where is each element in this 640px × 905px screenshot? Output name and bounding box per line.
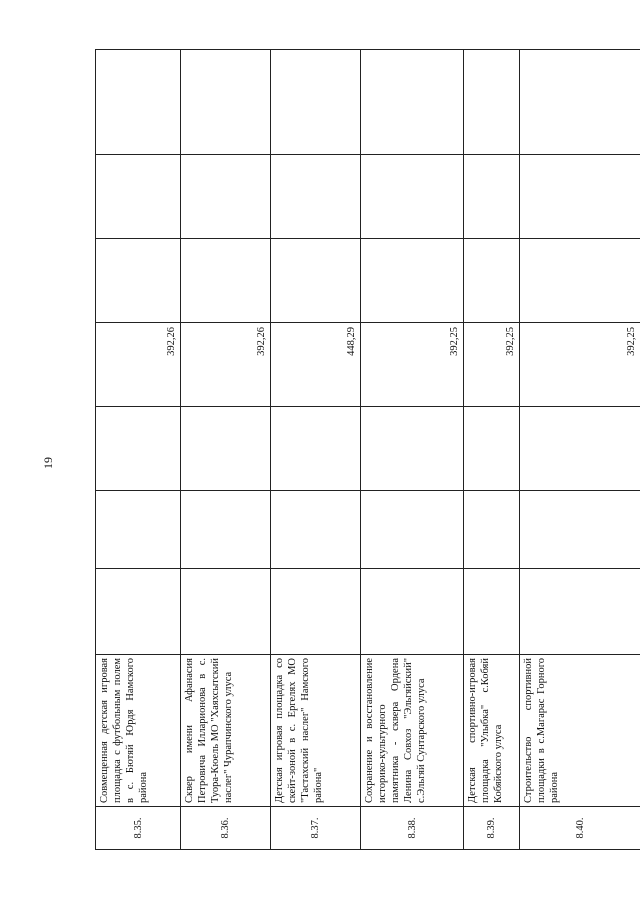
empty-cell — [181, 155, 271, 239]
empty-cell — [464, 239, 520, 323]
empty-cell — [520, 569, 640, 655]
row-object-name: Строительство спортивной площадки в с.Магарас Горного района — [520, 655, 640, 807]
empty-cell — [361, 155, 464, 239]
empty-cell — [520, 491, 640, 569]
row-object-name: Совмещенная детская игровая площадка с футбольным полем в с. Бютяй Юрдя Намского района — [96, 655, 181, 807]
row-number: 8.40. — [520, 807, 640, 850]
row-object-name: Детская спортивно-игровая площадка "Улыбка" с.Кобяй Кобяйского улуса — [464, 655, 520, 807]
row-number: 8.38. — [361, 807, 464, 850]
empty-cell — [464, 569, 520, 655]
empty-cell — [361, 569, 464, 655]
empty-cell — [271, 155, 361, 239]
empty-cell — [271, 569, 361, 655]
row-amount: 392,26 — [96, 323, 181, 407]
empty-cell — [181, 569, 271, 655]
empty-cell — [361, 491, 464, 569]
table-row — [181, 50, 271, 850]
row-amount: 392,25 — [520, 323, 640, 407]
empty-cell — [96, 491, 181, 569]
empty-cell — [520, 50, 640, 155]
empty-cell — [464, 407, 520, 491]
empty-cell — [520, 239, 640, 323]
empty-cell — [181, 407, 271, 491]
empty-cell — [520, 155, 640, 239]
empty-cell — [361, 239, 464, 323]
empty-cell — [96, 50, 181, 155]
empty-cell — [181, 50, 271, 155]
empty-cell — [271, 239, 361, 323]
row-number: 8.35. — [96, 807, 181, 850]
empty-cell — [464, 155, 520, 239]
row-amount: 448,29 — [271, 323, 361, 407]
empty-cell — [181, 491, 271, 569]
empty-cell — [96, 239, 181, 323]
row-number: 8.37. — [271, 807, 361, 850]
empty-cell — [181, 239, 271, 323]
empty-cell — [96, 155, 181, 239]
row-amount: 392,25 — [361, 323, 464, 407]
register-table — [95, 49, 640, 850]
row-object-name: Сохранение и восстановление историко-культурного памятника - сквера Ордена Ленина Совхоз "Эльгяйский" с.Эльгяй Сунтарского улуса — [361, 655, 464, 807]
row-amount: 392,26 — [181, 323, 271, 407]
row-number: 8.36. — [181, 807, 271, 850]
empty-cell — [361, 407, 464, 491]
empty-cell — [464, 491, 520, 569]
table-row — [96, 50, 181, 850]
empty-cell — [271, 407, 361, 491]
empty-cell — [271, 50, 361, 155]
empty-cell — [96, 407, 181, 491]
empty-cell — [361, 50, 464, 155]
row-object-name: Сквер имени Афанасия Петровича Илларионова в с. Туора-Кюель МО "Хаяхсытский наслег" Чурапчинского улуса — [181, 655, 271, 807]
empty-cell — [271, 491, 361, 569]
table-row — [271, 50, 361, 850]
empty-cell — [96, 569, 181, 655]
empty-cell — [464, 50, 520, 155]
row-object-name: Детская игровая площадка со скейт-зоной в с. Ергелях МО "Тастахский наслег" Намского района" — [271, 655, 361, 807]
page-number: 19 — [41, 457, 55, 469]
empty-cell — [520, 407, 640, 491]
table-row — [464, 50, 520, 850]
row-amount: 392,25 — [464, 323, 520, 407]
rotated-table-container — [95, 50, 640, 850]
table-row — [361, 50, 464, 850]
table-row — [520, 50, 640, 850]
row-number: 8.39. — [464, 807, 520, 850]
